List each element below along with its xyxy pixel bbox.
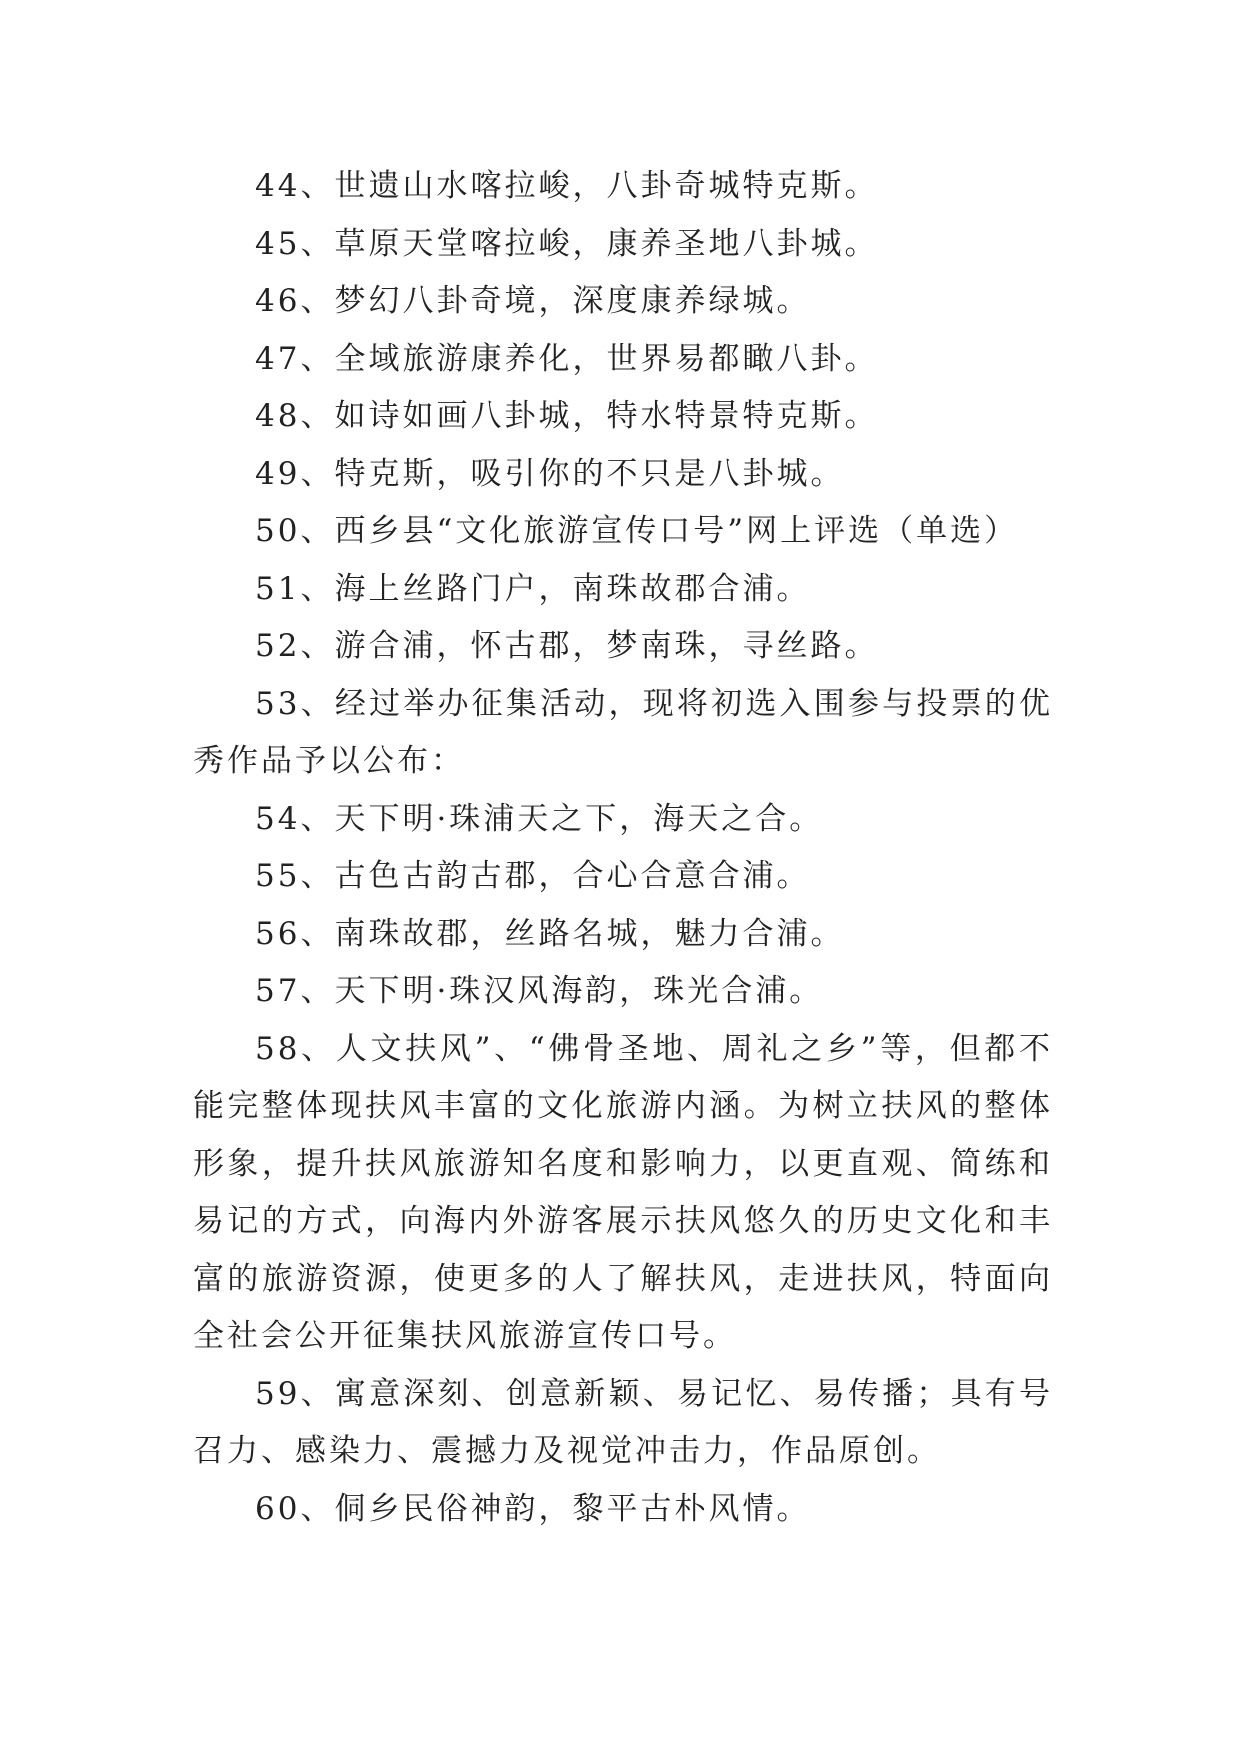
paragraph-55: 55、古色古韵古郡，合心合意合浦。 bbox=[255, 858, 811, 894]
document-body bbox=[193, 158, 1053, 1538]
paragraph-56: 56、南珠故郡，丝路名城，魅力合浦。 bbox=[255, 915, 845, 952]
paragraph-48: 48、如诗如画八卦城，特水特景特克斯。 bbox=[255, 398, 879, 434]
paragraph-51: 51、海上丝路门户，南珠故郡合浦。 bbox=[255, 570, 811, 607]
paragraph-54: 54、天下明·珠浦天之下，海天之合。 bbox=[255, 800, 824, 837]
paragraph-45: 45、草原天堂喀拉峻，康养圣地八卦城。 bbox=[255, 225, 879, 262]
paragraph-47: 47、全域旅游康养化，世界易都瞰八卦。 bbox=[255, 340, 879, 377]
paragraph-52: 52、游合浦，怀古郡，梦南珠，寻丝路。 bbox=[255, 628, 879, 664]
paragraph-46: 46、梦幻八卦奇境，深度康养绿城。 bbox=[255, 283, 811, 319]
paragraph-59: 59、寓意深刻、创意新颖、易记忆、易传播；具有号召力、感染力、震撼力及视觉冲击力，作品原创。 bbox=[193, 1375, 1053, 1469]
paragraph-44: 44、世遗山水喀拉峻，八卦奇城特克斯。 bbox=[255, 168, 879, 204]
paragraph-58: 58、人文扶风”、“佛骨圣地、周礼之乡”等，但都不能完整体现扶风丰富的文化旅游内涵。为树立扶风的整体形象，提升扶风旅游知名度和影响力，以更直观、简练和易记的方式，向海内外游客展示扶风悠久的历史文化和丰富的旅游资源，使更多的人了解扶风，走进扶风，特面向全社会公开征集扶风旅游宣传口号。 bbox=[193, 1030, 1053, 1354]
paragraph-53: 53、经过举办征集活动，现将初选入围参与投票的优秀作品予以公布： bbox=[193, 685, 1053, 779]
paragraph-57: 57、天下明·珠汉风海韵，珠光合浦。 bbox=[255, 973, 824, 1009]
paragraph-49: 49、特克斯，吸引你的不只是八卦城。 bbox=[255, 455, 845, 492]
paragraph-50: 50、西乡县“文化旅游宣传口号”网上评选（单选） bbox=[255, 513, 1019, 549]
paragraph-60: 60、侗乡民俗神韵，黎平古朴风情。 bbox=[255, 1490, 811, 1527]
